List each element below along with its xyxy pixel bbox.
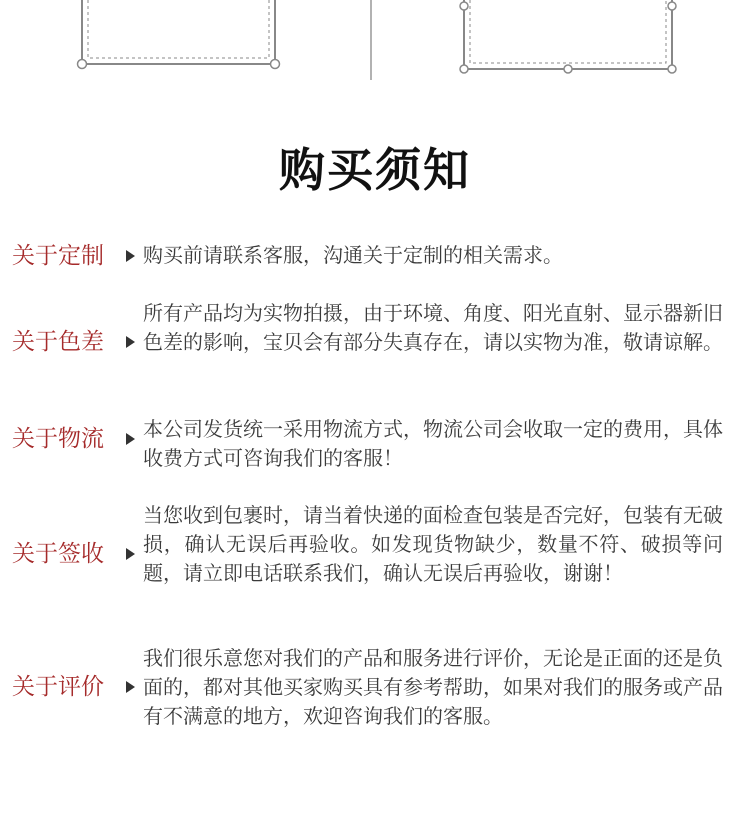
notice-text: 购买前请联系客服，沟通关于定制的相关需求。 <box>143 243 563 267</box>
notice-text: 当您收到包裹时，请当着快递的面检查包装是否完好，包装有无破损，确认无误后再验收。如发现货物缺少，数量不符、破损等问题，请立即电话联系我们，确认无误后再验收，谢谢！ <box>143 503 723 585</box>
left-outline <box>78 0 280 69</box>
triangle-arrow-icon <box>126 433 135 445</box>
notice-label: 关于定制 <box>12 243 104 269</box>
notice-label: 关于色差 <box>12 329 104 355</box>
notice-label: 关于评价 <box>12 674 104 700</box>
triangle-arrow-icon <box>126 681 135 693</box>
product-outline-diagram <box>0 0 750 90</box>
notice-label: 关于物流 <box>12 426 104 452</box>
notice-label: 关于签收 <box>12 541 104 567</box>
page-title: 购买须知 <box>279 143 471 197</box>
right-outline <box>460 0 676 73</box>
notice-text: 我们很乐意您对我们的产品和服务进行评价，无论是正面的还是负面的，都对其他买家购买具有参考帮助，如果对我们的服务或产品有不满意的地方，欢迎咨询我们的客服。 <box>143 646 723 728</box>
notice-text: 所有产品均为实物拍摄，由于环境、角度、阳光直射、显示器新旧色差的影响，宝贝会有部分失真存在，请以实物为准，敬请谅解。 <box>143 301 723 354</box>
triangle-arrow-icon <box>126 250 135 262</box>
triangle-arrow-icon <box>126 548 135 560</box>
triangle-arrow-icon <box>126 336 135 348</box>
notice-text: 本公司发货统一采用物流方式，物流公司会收取一定的费用，具体收费方式可咨询我们的客服！ <box>143 417 723 470</box>
